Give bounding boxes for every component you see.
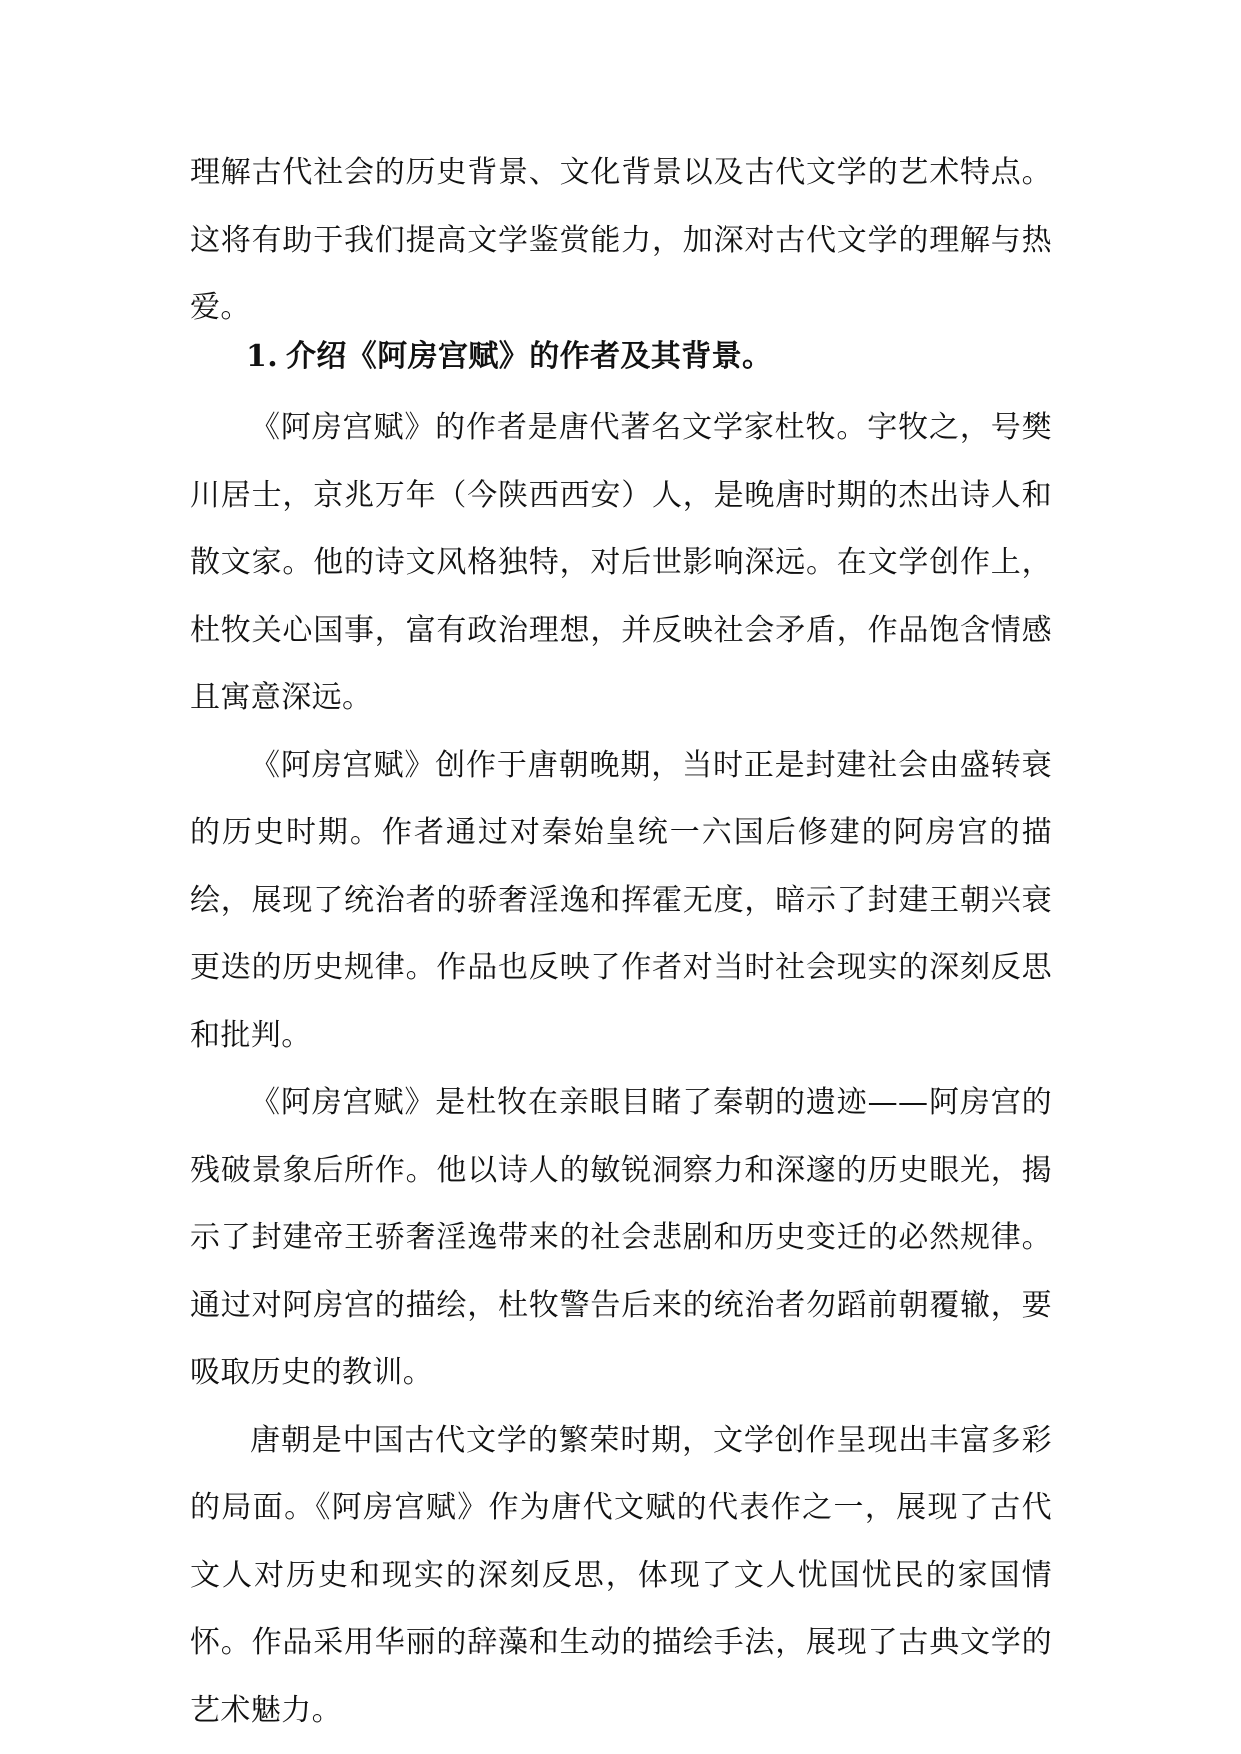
paragraph-creation-period: 《阿房宫赋》创作于唐朝晚期，当时正是封建社会由盛转衰的历史时期。作者通过对秦始皇统一六国后修建的阿房宫的描绘，展现了统治者的骄奢淫逸和挥霍无度，暗示了封建王朝兴衰更迭的历史规律。作品也反映了作者对当时社会现实的深刻反思和批判。 (190, 747, 1052, 1053)
paragraph-ruins: 《阿房宫赋》是杜牧在亲眼目睹了秦朝的遗迹——阿房宫的残破景象后所作。他以诗人的敏锐洞察力和深邃的历史眼光，揭示了封建帝王骄奢淫逸带来的社会悲剧和历史变迁的必然规律。通过对阿房宫的描绘，杜牧警告后来的统治者勿蹈前朝覆辙，要吸取历史的教训。 (190, 1085, 1052, 1390)
section-title: 介绍《阿房宫赋》的作者及其背景。 (286, 339, 773, 374)
section-number: 1. (246, 339, 279, 374)
intro-paragraph: 理解古代社会的历史背景、文化背景以及古代文学的艺术特点。这将有助于我们提高文学鉴赏能力，加深对古代文学的理解与热爱。 (190, 155, 1052, 325)
intro-text-block (190, 139, 1052, 342)
paragraph-tang-literature: 唐朝是中国古代文学的繁荣时期，文学创作呈现出丰富多彩的局面。《阿房宫赋》作为唐代文赋的代表作之一，展现了古代文人对历史和现实的深刻反思，体现了文人忧国忧民的家国情怀。作品采用华丽的辞藻和生动的描绘手法，展现了古典文学的艺术魅力。 (190, 1422, 1052, 1728)
section-heading (246, 323, 1052, 391)
body-text-block (190, 394, 1052, 1744)
paragraph-author: 《阿房宫赋》的作者是唐代著名文学家杜牧。字牧之，号樊川居士，京兆万年（今陕西西安）人，是晚唐时期的杰出诗人和散文家。他的诗文风格独特，对后世影响深远。在文学创作上，杜牧关心国事，富有政治理想，并反映社会矛盾，作品饱含情感且寓意深远。 (190, 410, 1052, 715)
